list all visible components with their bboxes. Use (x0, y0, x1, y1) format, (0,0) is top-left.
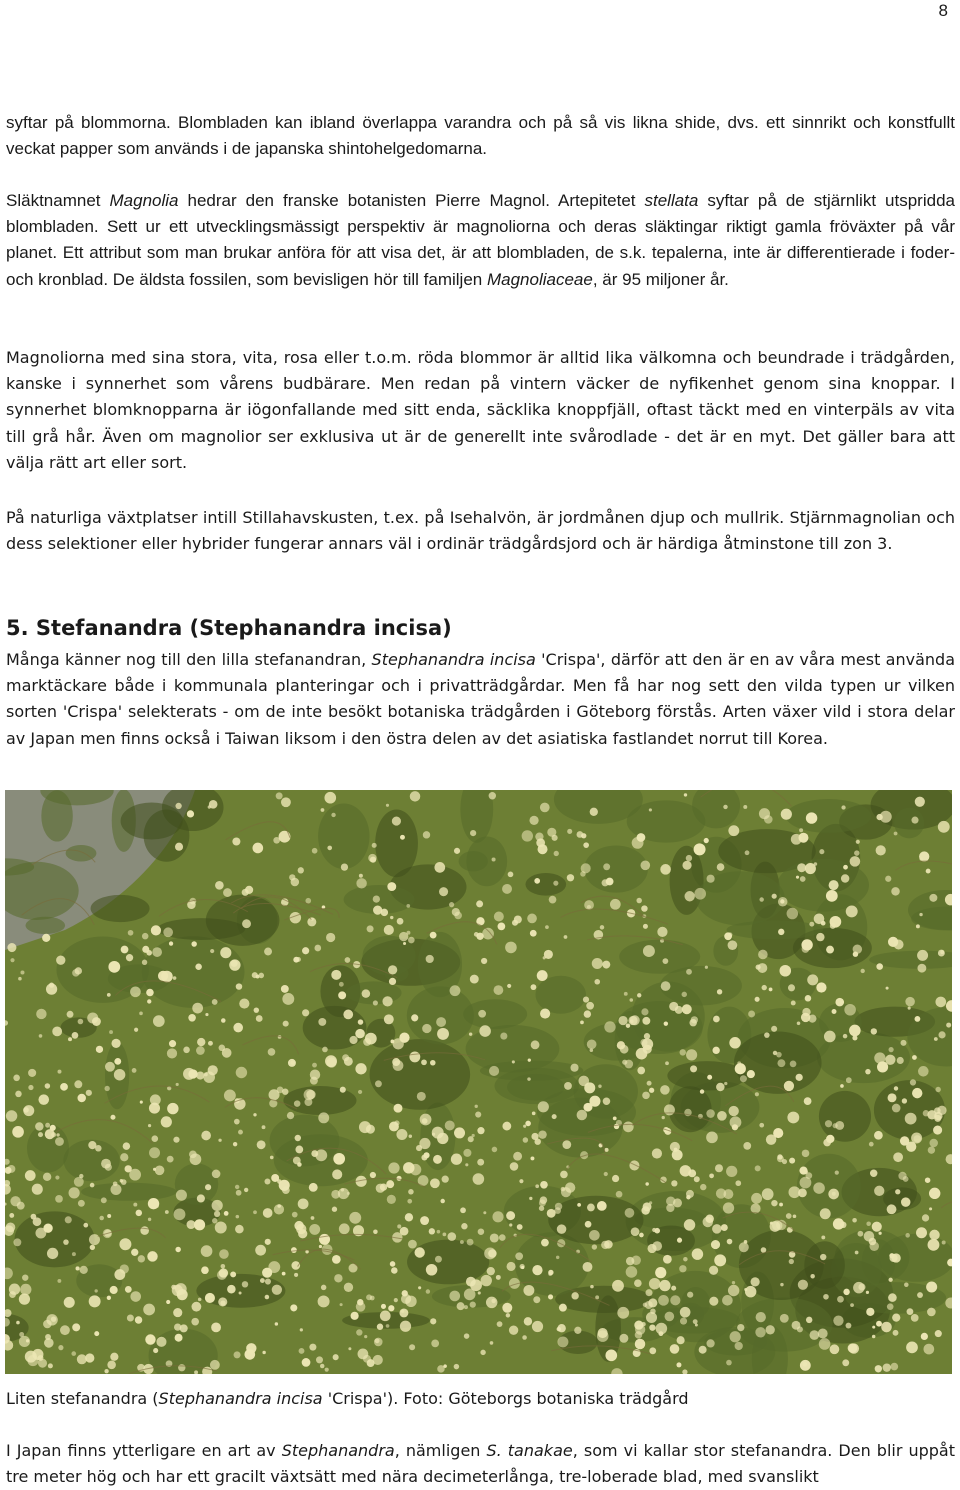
photo-image (5, 790, 952, 1374)
paragraph-2-text-2: hedrar den franske botanisten Pierre Magnol. Artepitetet (178, 191, 645, 210)
paragraph-5-text-2: 'Crispa', därför att den är en av våra mest använda marktäckare både i kommunala planteringar och i privatträdgårdar. Men få har nog sett den vilda typen ur vilken sorten 'Crispa' selekterats - om de inte besökt botaniska trädgården i Göteborg förstås. Arten växer vild i stora delar av Japan men finns också i Taiwan liksom i den östra delen av det asiatiska fastlandet norrut till Korea. (6, 650, 955, 748)
paragraph-2-italic-1: Magnolia (109, 191, 179, 210)
paragraph-6-text-2: , nämligen (394, 1441, 487, 1460)
paragraph-5-italic-1: Stephanandra incisa (371, 650, 536, 669)
paragraph-6-italic-1: Stephanandra (281, 1441, 395, 1460)
paragraph-2 (6, 188, 955, 293)
caption-text-2: 'Crispa'). Foto: Göteborgs botaniska trädgård (322, 1389, 689, 1408)
paragraph-1 (6, 110, 955, 162)
paragraph-3 (6, 345, 955, 476)
paragraph-3-text: Magnoliorna med sina stora, vita, rosa eller t.o.m. röda blommor är alltid lika välkomna och beundrade i trädgården, kanske i synnerhet som vårens budbärare. Men redan på vintern väcker de nyfikenhet genom sina knoppar. I synnerhet blomknopparna är iögonfallande med sitt enda, säcklika knoppfjäll, oftast täckt med en vinterpäls av vita till grå hår. Även om magnolior ser exklusiva ut är de generellt inte svårodlade - det är en myt. Det gäller bara att välja rätt art eller sort. (6, 348, 955, 472)
photo-caption (6, 1386, 689, 1412)
paragraph-2-text-4: , är 95 miljoner år. (592, 269, 729, 289)
paragraph-6-italic-2: S. tanakae (486, 1441, 573, 1460)
paragraph-2-italic-2: stellata (644, 191, 699, 210)
paragraph-6-text-3: , som vi kallar stor stefanandra. Den blir uppåt tre meter hög och har ett gracilt växtsätt med nära decimeterlånga, tre-loberade blad, med svanslikt (6, 1441, 956, 1487)
paragraph-2-italic-3: Magnoliaceae (486, 269, 593, 289)
stephanandra-photo (5, 790, 952, 1374)
paragraph-2-text-1: Släktnamnet (6, 191, 110, 210)
caption-text-1: Liten stefanandra ( (6, 1389, 159, 1408)
paragraph-5-text-1: Många känner nog till den lilla stefanandran, (6, 650, 372, 669)
page-number: 8 (938, 1, 948, 20)
paragraph-2-text-3: syftar på de stjärnlikt utspridda blombladen. Sett ur ett utvecklingsmässigt perspektiv är magnoliorna och deras släktingar riktigt gamla fröväxter på vår planet. Ett attribut som man brukar anföra för att visa det, är att blombladen, de s.k. tepalerna, inte är differentierade i foder- och kronblad. De äldsta fossilen, som bevisligen hör till familjen (6, 191, 955, 289)
paragraph-6-text-1: I Japan finns ytterligare en art av (6, 1441, 282, 1460)
paragraph-6 (6, 1438, 955, 1490)
paragraph-4 (6, 505, 955, 557)
section-heading: 5. Stefanandra (Stephanandra incisa) (6, 616, 452, 640)
paragraph-1-text: syftar på blommorna. Blombladen kan ibland överlappa varandra och på så vis likna shide, dvs. ett sinnrikt och konstfullt veckat papper som används i de japanska shintohelgedomarna. (6, 113, 955, 159)
caption-italic-1: Stephanandra incisa (158, 1389, 323, 1408)
paragraph-4-text: På naturliga växtplatser intill Stillahavskusten, t.ex. på Isehalvön, är jordmånen djup och mullrik. Stjärnmagnolian och dess selektioner eller hybrider fungerar annars väl i ordinär trädgårdsjord och är härdiga åtminstone till zon 3. (6, 508, 955, 554)
paragraph-5 (6, 647, 955, 752)
